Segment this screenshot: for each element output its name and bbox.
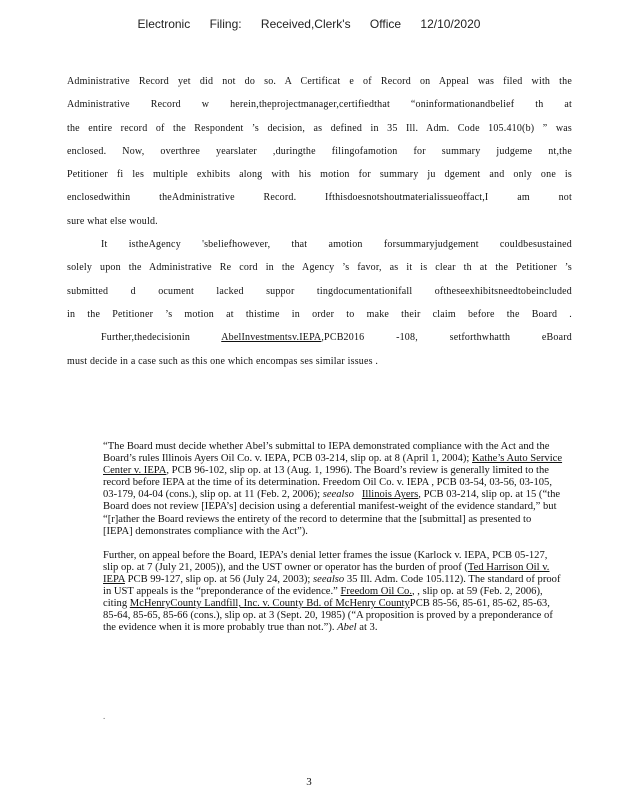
para1-line: enclosedwithin theAdministrative Record. Ifthisdoesnotshoutmaterialissueoffact,I am not [67, 192, 572, 204]
header-date: 12/10/2020 [420, 17, 481, 31]
block-quote [103, 441, 563, 646]
quote2-text: Further, on appeal before the Board, IEPA’s denial letter frames the issue (Karlock v. IEPA, PCB 05-127, slip op. at 7 (July 21, 2005)), and the UST owner or operator has the burden of proof ( [103, 549, 548, 573]
mchenry-county-citation: McHenryCounty Landfill, Inc. v. County Bd. of McHenry County [129, 598, 410, 610]
para1-line: Administrative Record yet did not do so. A Certificat e of Record on Appeal was filed with the [67, 76, 572, 87]
quote2-text: PCB 99-127, slip op. at 56 (July 24, 2003); [124, 573, 314, 585]
quote1-text: , PCB 96-102, slip op. at 13 (Aug. 1, 1996). The Board’s review is generally limited to the record before IEPA at the time of its determination. Freedom Oil Co. v. IEPA , PCB 03-54, 03-56, 03-105, 03-179, 04-04 (cons.), slip op. at 11 (Feb. 2, 2006); [103, 465, 553, 501]
para1-line: Administrative Record w herein,theprojectmanager,certifiedthat “oninformationandbelief th at [67, 99, 572, 111]
quote1-text: “The Board must decide whether Abel’s submittal to IEPA demonstrated compliance with the Act and the Board’s rules Illinois Ayers Oil Co. v. IEPA, PCB 03-214, slip op. at 8 (April 1, 2004); [103, 441, 550, 465]
quote-paragraph-1 [103, 441, 563, 538]
para1-line: sure what else would. [67, 215, 158, 227]
filing-header [0, 17, 618, 31]
quote2-text: at 3. [356, 622, 378, 634]
freedom-oil-citation: Freedom Oil Co. [340, 586, 412, 598]
para3-lead: Further,thedecisionin [101, 332, 191, 344]
page-number: 3 [306, 776, 312, 788]
header-filing: Filing: [209, 17, 242, 31]
para3-tail: ,PCB2016 -108, setforthwhatth eBoard [321, 332, 572, 344]
quote2-text: PCB 85-56, 85-61, 85-62, 85-63, 85-64, 85-65, 85-66 (cons.), slip op. at 3 (Sept. 20, 1985) (“A proposition is proved by a preponderance of the evidence when it is more probably true than not.”). [103, 598, 553, 634]
para1-line: the entire record of the Respondent ’s decision, as defined in 35 Ill. Adm. Code 105.410(b) ” was [67, 122, 572, 134]
header-received-clerks: Received,Clerk's [260, 17, 351, 31]
para3-line2: must decide in a case such as this one which encompas ses similar issues . [67, 355, 379, 367]
quote-paragraph-2 [103, 550, 563, 635]
abel-short-cite: Abel [337, 622, 357, 634]
abel-investments-citation: AbelInvestmentsv.IEPA [221, 332, 322, 344]
quote2-text: , , slip op. at 59 (Feb. 2, 2006), citing [103, 586, 543, 610]
seealso-signal: seealso [313, 573, 345, 585]
para2-line: submitted d ocument lacked suppor tingdocumentationifall oftheseexhibitsneedtobeincluded [67, 285, 572, 297]
header-electronic: Electronic [137, 17, 191, 31]
trailing-mark: . [103, 711, 106, 721]
quote2-text: 35 Ill. Adm. Code 105.112). The standard of proof in UST appeals is the “preponderance of the evidence.” [103, 573, 561, 598]
quote1-text: , PCB 03-214, slip op. at 15 (“the Board does not review [IEPA’s] decision using a deferential manifest-weight of the evidence standard,” but “[r]ather the Board reviews the entirety of the record to determine that the [submittal] as presented to [IEPA] demonstrates compliance with the Act”). [103, 489, 561, 537]
para1-line: enclosed. Now, overthree yearslater ,duringthe filingofamotion for summary judgeme nt,the [67, 145, 572, 157]
seealso-signal: seealso [322, 489, 354, 501]
para2-line: in the Petitioner ’s motion at thistime in order to make their claim before the Board . [67, 308, 572, 320]
kathes-auto-citation: Kathe’s Auto Service Center v. IEPA [103, 453, 563, 477]
illinois-ayers-citation: Illinois Ayers [361, 489, 419, 501]
para3-line1 [67, 326, 572, 349]
para1-line: Petitioner fi les multiple exhibits along with his motion for summary ju dgement and only one is [67, 169, 572, 181]
header-office: Office [369, 17, 402, 31]
ted-harrison-citation: Ted Harrison Oil v. IEPA [103, 561, 550, 585]
para2-line: It istheAgency 'sbeliefhowever, that amotion forsummaryjudgement couldbesustained [101, 239, 572, 251]
body-text [67, 70, 572, 373]
para2-line: solely upon the Administrative Re cord in the Agency ’s favor, as it is clear th at the Petitioner ’s [67, 262, 572, 274]
